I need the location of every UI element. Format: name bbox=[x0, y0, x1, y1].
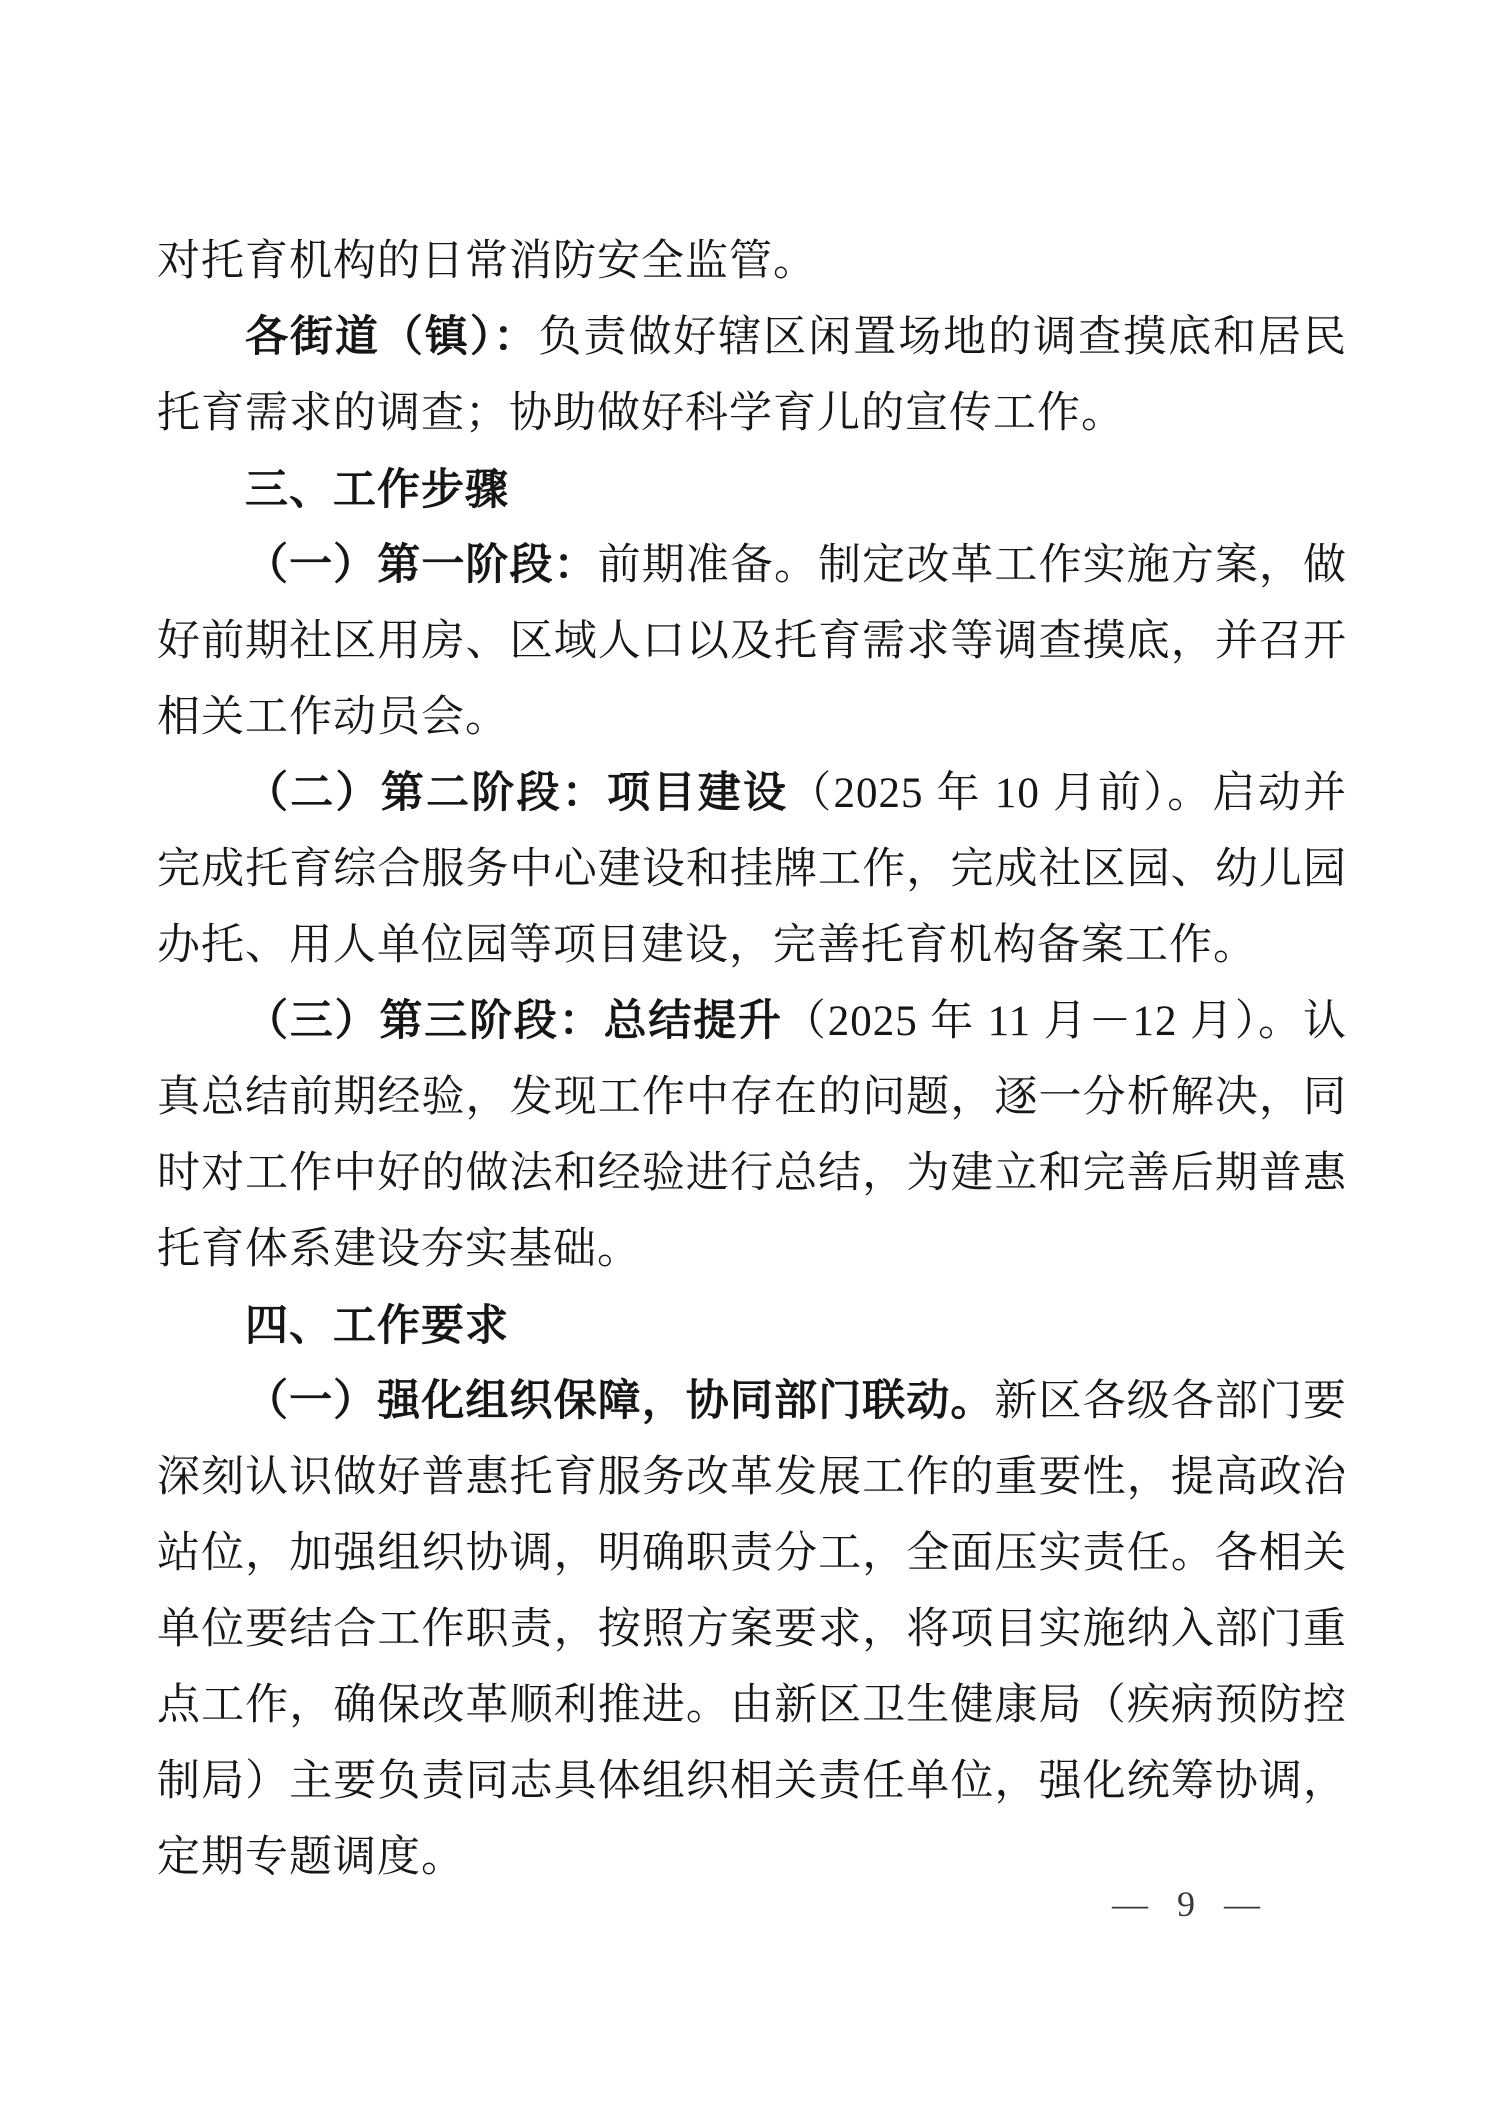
paragraph bbox=[157, 984, 1347, 1288]
text-run: 对托育机构的日常消防安全监管。 bbox=[157, 238, 817, 285]
emphasis-run: （三）第三阶段：总结提升 bbox=[245, 998, 783, 1045]
paragraph bbox=[157, 300, 1347, 452]
emphasis-run: 各街道（镇）： bbox=[245, 314, 539, 361]
emphasis-run: （一）强化组织保障，协同部门联动。 bbox=[245, 1378, 995, 1425]
emphasis-run: （一）第一阶段： bbox=[245, 542, 598, 589]
document-body bbox=[157, 224, 1347, 1896]
text-run: 负责做好辖区闲置场地的调查摸底和居民托育需求的调查；协助做好科学育儿的宣传工作。 bbox=[157, 314, 1348, 437]
text-run: （2025 年 11 月－12 月）。认真总结前期经验，发现工作中存在的问题，逐一分析解决，同时对工作中好的做法和经验进行总结，为建立和完善后期普惠托育体系建设夯实基础。 bbox=[157, 998, 1348, 1273]
paragraph bbox=[157, 528, 1347, 756]
paragraph bbox=[157, 224, 1347, 300]
emphasis-run: 四、工作要求 bbox=[245, 1302, 509, 1350]
text-run: 前期准备。制定改革工作实施方案，做好前期社区用房、区域人口以及托育需求等调查摸底，并召开相关工作动员会。 bbox=[157, 542, 1348, 741]
text-run: （2025 年 10 月前）。启动并完成托育综合服务中心建设和挂牌工作，完成社区园、幼儿园办托、用人单位园等项目建设，完善托育机构备案工作。 bbox=[157, 770, 1348, 969]
page-number: — 9 — bbox=[1112, 1884, 1270, 1924]
paragraph bbox=[157, 756, 1347, 984]
section-heading bbox=[157, 1288, 1347, 1364]
emphasis-run: 三、工作步骤 bbox=[245, 466, 509, 514]
text-run: 新区各级各部门要深刻认识做好普惠托育服务改革发展工作的重要性，提高政治站位，加强组织协调，明确职责分工，全面压实责任。各相关单位要结合工作职责，按照方案要求，将项目实施纳入部门重点工作，确保改革顺利推进。由新区卫生健康局（疾病预防控制局）主要负责同志具体组织相关责任单位，强化统筹协调，定期专题调度。 bbox=[157, 1378, 1348, 1881]
section-heading bbox=[157, 452, 1347, 528]
paragraph bbox=[157, 1364, 1347, 1896]
emphasis-run: （二）第二阶段：项目建设 bbox=[245, 770, 789, 817]
